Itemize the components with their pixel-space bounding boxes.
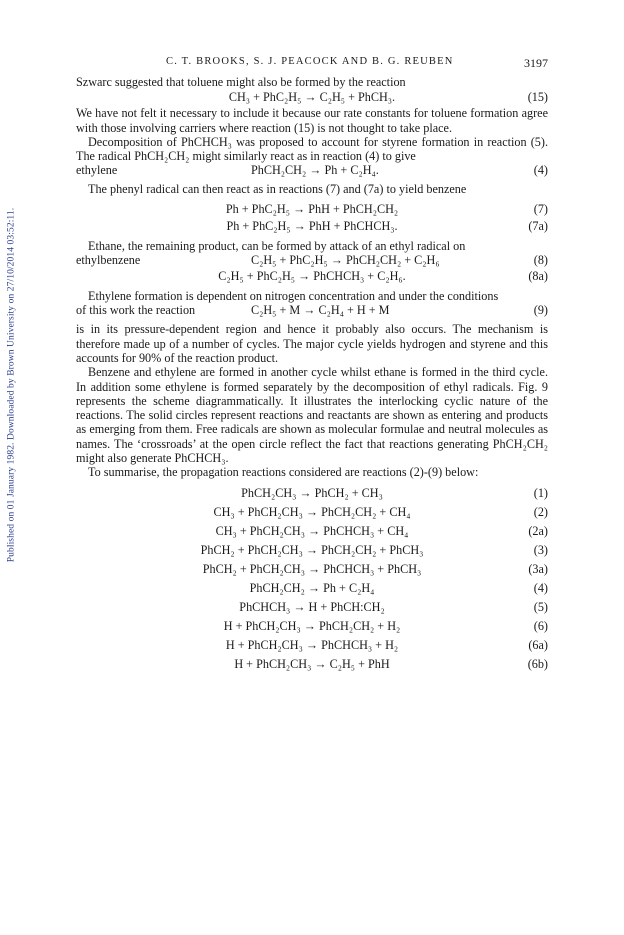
inline-equation — [76, 303, 548, 318]
summary-reaction — [76, 503, 548, 522]
reaction-formula: PhCHCH₃ → H + PhCH:CH₂ — [239, 599, 385, 614]
equation-number: (4) — [533, 163, 548, 178]
inline-equation — [76, 163, 548, 178]
summary-reaction — [76, 560, 548, 579]
paragraph: Szwarc suggested that toluene might also be formed by the reaction — [76, 75, 406, 89]
reaction-formula: H + PhCH₂CH₃ → PhCHCH₃ + H₂ — [225, 637, 399, 652]
equation-lead-text: ethylene — [76, 163, 118, 178]
equation — [76, 89, 548, 106]
reaction-formula: CH₃ + PhCH₂CH₃ → PhCH₂CH₂ + CH₄ — [213, 504, 411, 519]
reaction-number: (6) — [533, 618, 548, 633]
summary-reaction — [76, 541, 548, 560]
equation-formula: C₂H₅ + M → C₂H₄ + H + M — [251, 303, 390, 318]
reaction-number: (3) — [533, 542, 548, 557]
reaction-formula: H + PhCH₂CH₃ → PhCH₂CH₂ + H₂ — [223, 618, 401, 633]
reaction-number: (5) — [533, 599, 548, 614]
equation-lead-text: of this work the reaction — [76, 303, 196, 318]
equation-number: (8a) — [528, 269, 548, 284]
running-header — [76, 56, 548, 72]
publication-stamp-text: Published on 01 January 1982. Downloaded by Brown University on 27/10/2014 03:52:11. — [6, 207, 17, 563]
summary-reaction — [76, 522, 548, 541]
reaction-number: (6b) — [527, 656, 548, 671]
reaction-formula: H + PhCH₂CH₃ → C₂H₅ + PhH — [234, 656, 390, 671]
paragraph: We have not felt it necessary to include it because our rate constants for toluene formation agree with those involving carriers where reaction (15) is not thought to take place. — [76, 106, 548, 135]
paragraph: Ethylene formation is dependent on nitrogen concentration and under the conditions — [88, 289, 499, 304]
paragraph: The phenyl radical can then react as in reactions (7) and (7a) to yield benzene — [88, 182, 467, 197]
paragraph: Benzene and ethylene are formed in another cycle whilst ethane is formed in the third cycle. In addition some ethylene is formed separately by the decomposition of ethyl radicals. Fig. 9 represents the scheme diagrammatically. It illustrates the interlocking cyclic nature of the reactions. The solid circles represent reactions and reactants are shown as entering and products as emerging from them. Free radicals are shown as molecular formulae and neutral molecules as names. The ‘crossroads’ at the open circle reflect the fact that reactions generating PhCH₂CH₂ might also generate PhCHCH₃. — [76, 365, 548, 466]
inline-equation — [76, 253, 548, 268]
equation-number: (15) — [527, 90, 548, 105]
equation — [76, 218, 548, 235]
equation — [76, 201, 548, 218]
reaction-number: (1) — [533, 485, 548, 500]
header-authors: C. T. BROOKS, S. J. PEACOCK AND B. G. REUBEN — [166, 56, 454, 67]
summary-reaction — [76, 636, 548, 655]
summary-reaction — [76, 484, 548, 503]
summary-reaction — [76, 579, 548, 598]
equation-formula: C₂H₅ + PhC₂H₅ → PhCHCH₃ + C₂H₆. — [218, 269, 406, 284]
publication-stamp — [4, 150, 18, 620]
text-blocks — [76, 75, 548, 480]
paragraph: Decomposition of PhCHCH₃ was proposed to account for styrene formation in reaction (5). The radical PhCH₂CH₂ might similarly react as in reaction (4) to give — [76, 134, 548, 164]
equation-number: (8) — [533, 253, 548, 268]
equation-number: (7a) — [528, 218, 548, 233]
reaction-number: (4) — [533, 580, 548, 595]
paragraph: To summarise, the propagation reactions considered are reactions (2)-(9) below: — [88, 465, 479, 480]
equation-lead-text: ethylbenzene — [76, 253, 141, 268]
reaction-formula: PhCH₂CH₂ → Ph + C₂H₄ — [249, 580, 375, 595]
reaction-number: (2) — [533, 504, 548, 519]
equation-formula: PhCH₂CH₂ → Ph + C₂H₄. — [251, 163, 379, 178]
reaction-formula: PhCH₂ + PhCH₂CH₃ → PhCH₂CH₂ + PhCH₃ — [200, 542, 424, 557]
paragraph: is in its pressure-dependent region and hence it probably also occurs. The mechanism is therefore made up of a number of cycles. The major cycle yields hydrogen and styrene and this accounts for 90% of the reaction product. — [76, 322, 548, 365]
reaction-formula: PhCH₂ + PhCH₂CH₃ → PhCHCH₃ + PhCH₃ — [202, 561, 422, 576]
equation-formula: C₂H₅ + PhC₂H₅ → PhCH₂CH₂ + C₂H₆ — [251, 253, 440, 268]
summary-reaction — [76, 617, 548, 636]
equation-number: (7) — [533, 201, 548, 216]
reaction-formula: PhCH₂CH₃ → PhCH₂ + CH₃ — [241, 485, 383, 500]
equation-formula: Ph + PhC₂H₅ → PhH + PhCHCH₃. — [226, 218, 398, 233]
equation-formula: Ph + PhC₂H₅ → PhH + PhCH₂CH₂ — [225, 201, 399, 216]
equation-formula: CH₃ + PhC₂H₅ → C₂H₅ + PhCH₃. — [228, 90, 396, 105]
reaction-number: (3a) — [528, 561, 548, 576]
article-body — [76, 75, 548, 674]
equation — [76, 268, 548, 285]
summary-reactions-list — [76, 484, 548, 674]
reaction-formula: CH₃ + PhCH₂CH₃ → PhCHCH₃ + CH₄ — [215, 523, 409, 538]
reaction-number: (6a) — [528, 637, 548, 652]
paragraph: Ethane, the remaining product, can be formed by attack of an ethyl radical on — [88, 238, 466, 253]
reaction-number: (2a) — [528, 523, 548, 538]
summary-reaction — [76, 655, 548, 674]
equation-number: (9) — [533, 303, 548, 318]
page-number: 3197 — [524, 56, 548, 70]
summary-reaction — [76, 598, 548, 617]
